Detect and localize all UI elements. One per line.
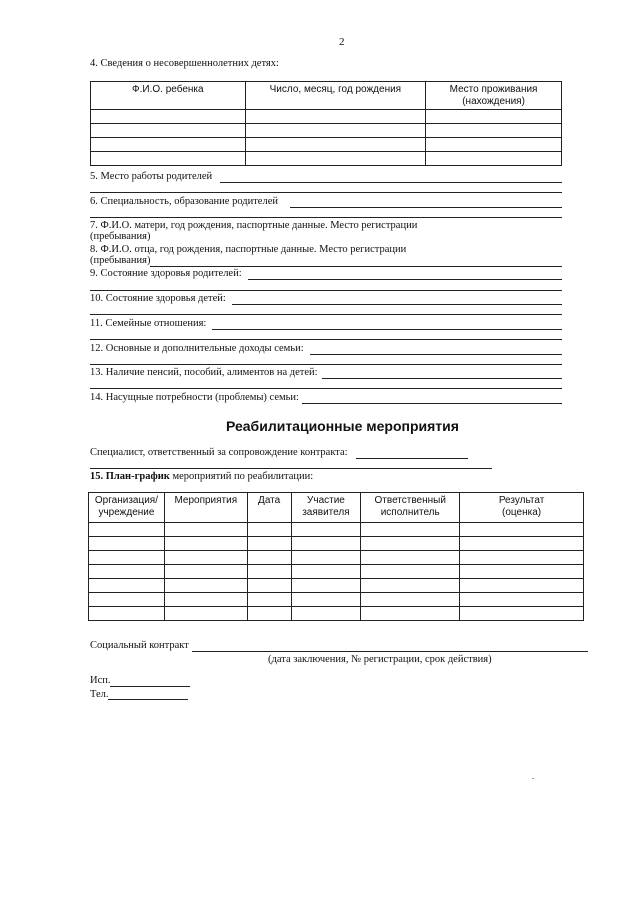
- children-table: [90, 81, 562, 166]
- table-row[interactable]: [91, 138, 562, 152]
- contract-caption: (дата заключения, № регистрации, срок действия): [268, 654, 492, 665]
- field-10-label: 10. Состояние здоровья детей:: [90, 293, 226, 304]
- field-11-line[interactable]: [212, 329, 562, 330]
- plan-label: [90, 471, 313, 482]
- col-birth-date: Число, месяц, год рождения: [245, 82, 426, 110]
- footer-tel-label: Тел.: [90, 689, 109, 700]
- plan-label-bold: 15. План-график: [90, 471, 170, 482]
- table-row[interactable]: [91, 110, 562, 124]
- field-6-label: 6. Специальность, образование родителей: [90, 196, 278, 207]
- field-8-line[interactable]: [150, 266, 562, 267]
- table-row[interactable]: [89, 607, 584, 621]
- footer-tel-line[interactable]: [108, 699, 188, 700]
- rehab-heading: Реабилитационные мероприятия: [226, 418, 459, 434]
- table-row[interactable]: [91, 152, 562, 166]
- field-7-label: 7. Ф.И.О. матери, год рождения, паспортные данные. Место регистрации: [90, 220, 418, 231]
- field-12-line[interactable]: [310, 354, 562, 355]
- specialist-label: Специалист, ответственный за сопровождение контракта:: [90, 447, 348, 458]
- table-row[interactable]: [89, 579, 584, 593]
- field-5-line[interactable]: [220, 182, 562, 183]
- footer-isp-line[interactable]: [110, 686, 190, 687]
- section-4-label: 4. Сведения о несовершеннолетних детях:: [90, 58, 279, 69]
- col-activities: Мероприятия: [164, 493, 247, 523]
- field-6-line-2[interactable]: [90, 217, 562, 218]
- col-result: Результат (оценка): [460, 493, 584, 523]
- scan-speck: [532, 778, 534, 779]
- table-row[interactable]: [89, 565, 584, 579]
- col-residence: Место проживания (нахождения): [426, 82, 562, 110]
- specialist-line-2[interactable]: [90, 468, 492, 469]
- field-10-line[interactable]: [232, 304, 562, 305]
- field-14-line[interactable]: [302, 403, 562, 404]
- field-14-label: 14. Насущные потребности (проблемы) семьи:: [90, 392, 299, 403]
- field-10-line-2[interactable]: [90, 314, 562, 315]
- contract-line[interactable]: [192, 651, 588, 652]
- field-13-label: 13. Наличие пенсий, пособий, алиментов на детей:: [90, 367, 318, 378]
- field-13-line-2[interactable]: [90, 388, 562, 389]
- col-applicant-participation: Участие заявителя: [291, 493, 361, 523]
- col-organization: Организация/ учреждение: [89, 493, 165, 523]
- footer-isp-label: Исп.: [90, 675, 111, 686]
- table-row[interactable]: [91, 124, 562, 138]
- field-9-line[interactable]: [248, 279, 562, 280]
- table-row[interactable]: [89, 593, 584, 607]
- field-5-line-2[interactable]: [90, 192, 562, 193]
- table-row[interactable]: [89, 551, 584, 565]
- plan-label-rest: мероприятий по реабилитации:: [169, 471, 314, 482]
- field-5-label: 5. Место работы родителей: [90, 171, 213, 182]
- field-9-label: 9. Состояние здоровья родителей:: [90, 268, 242, 279]
- field-12-label: 12. Основные и дополнительные доходы семьи:: [90, 343, 304, 354]
- col-date: Дата: [247, 493, 291, 523]
- col-responsible: Ответственный исполнитель: [361, 493, 460, 523]
- field-11-line-2[interactable]: [90, 339, 562, 340]
- page-number: 2: [339, 36, 345, 48]
- field-11-label: 11. Семейные отношения:: [90, 318, 207, 329]
- contract-label: Социальный контракт: [90, 640, 189, 651]
- field-9-line-2[interactable]: [90, 290, 562, 291]
- field-13-line[interactable]: [322, 378, 562, 379]
- plan-table: [88, 492, 584, 621]
- plan-table-header: [89, 493, 584, 523]
- table-row[interactable]: [89, 523, 584, 537]
- table-row[interactable]: [89, 537, 584, 551]
- field-6-line[interactable]: [290, 207, 562, 208]
- field-12-line-2[interactable]: [90, 364, 562, 365]
- field-7-label-2: (пребывания): [90, 231, 151, 242]
- specialist-line[interactable]: [356, 458, 468, 459]
- col-child-name: Ф.И.О. ребенка: [91, 82, 246, 110]
- field-8-label: 8. Ф.И.О. отца, год рождения, паспортные данные. Место регистрации: [90, 244, 407, 255]
- children-table-header: [91, 82, 562, 110]
- field-8-label-2: (пребывания): [90, 255, 151, 266]
